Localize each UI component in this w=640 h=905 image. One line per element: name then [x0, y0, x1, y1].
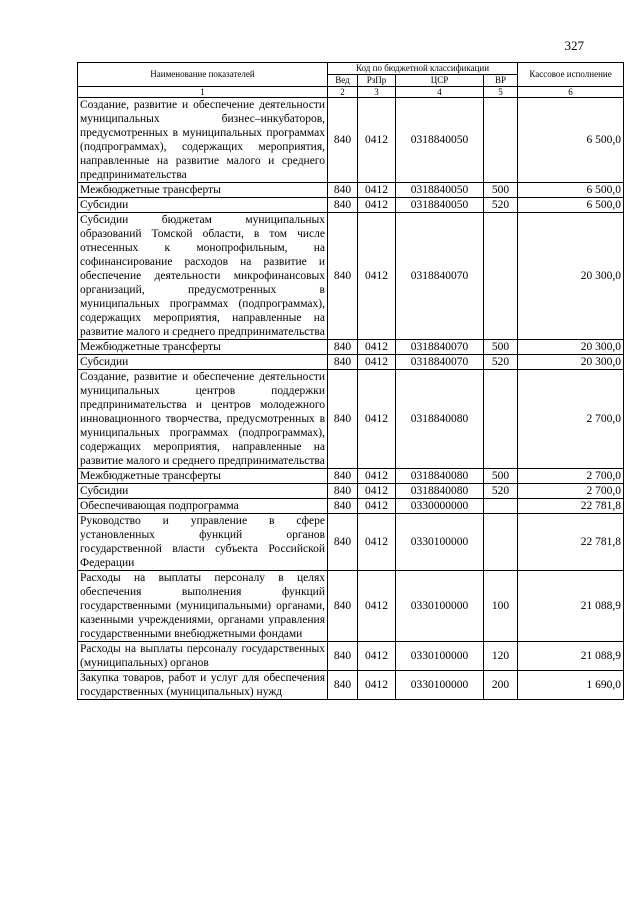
row-name: Субсидии бюджетам муниципальных образований Томской области, в том числе отнесенных к монопрофильным, на софинансирование расходов на развитие и обеспечение деятельности микрофинансовых организаций, предусмотренных в муниципальных программах (подпрограммах), содержащих мероприятия, направленные на развитие малого и среднего предпринимательства [78, 213, 328, 340]
row-rzpr: 0412 [358, 514, 396, 571]
row-amount: 20 300,0 [518, 355, 624, 370]
row-ved: 840 [328, 340, 358, 355]
row-ved: 840 [328, 642, 358, 671]
row-csr: 0318840080 [396, 469, 484, 484]
row-rzpr: 0412 [358, 340, 396, 355]
row-ved: 840 [328, 571, 358, 642]
page-number: 327 [564, 38, 584, 53]
row-ved: 840 [328, 183, 358, 198]
row-vr: 520 [484, 484, 518, 499]
row-amount: 2 700,0 [518, 370, 624, 469]
row-vr [484, 98, 518, 183]
row-rzpr: 0412 [358, 183, 396, 198]
row-rzpr: 0412 [358, 642, 396, 671]
budget-table [77, 62, 624, 700]
row-ved: 840 [328, 499, 358, 514]
column-number: 1 [78, 87, 328, 98]
row-ved: 840 [328, 98, 358, 183]
row-vr: 500 [484, 183, 518, 198]
row-csr: 0330100000 [396, 671, 484, 700]
row-amount: 21 088,9 [518, 571, 624, 642]
row-csr: 0330100000 [396, 642, 484, 671]
row-amount: 6 500,0 [518, 98, 624, 183]
table-row [78, 183, 624, 198]
row-name: Руководство и управление в сфере установленных функций органов государственной власти субъекта Российской Федерации [78, 514, 328, 571]
row-name: Межбюджетные трансферты [78, 469, 328, 484]
table-row [78, 213, 624, 340]
row-ved: 840 [328, 514, 358, 571]
row-amount: 1 690,0 [518, 671, 624, 700]
table-row [78, 469, 624, 484]
row-ved: 840 [328, 484, 358, 499]
row-rzpr: 0412 [358, 198, 396, 213]
row-rzpr: 0412 [358, 571, 396, 642]
row-rzpr: 0412 [358, 499, 396, 514]
row-csr: 0318840070 [396, 355, 484, 370]
header-ved: Вед [328, 75, 358, 87]
row-vr: 500 [484, 469, 518, 484]
row-vr: 520 [484, 355, 518, 370]
row-amount: 21 088,9 [518, 642, 624, 671]
table-body [78, 98, 624, 700]
row-amount: 22 781,8 [518, 499, 624, 514]
column-number: 2 [328, 87, 358, 98]
row-csr: 0318840070 [396, 213, 484, 340]
row-name: Создание, развитие и обеспечение деятельности муниципальных бизнес–инкубаторов, предусмотренных в муниципальных программах (подпрограммах), содержащих мероприятия, направленные на развитие малого и среднего предпринимательства [78, 98, 328, 183]
row-name: Межбюджетные трансферты [78, 183, 328, 198]
row-name: Создание, развитие и обеспечение деятельности муниципальных центров поддержки предпринимательства и центров молодежного инновационного творчества, предусмотренных в муниципальных программах (подпрограммах), содержащих мероприятия, направленные на развитие малого и среднего предпринимательства [78, 370, 328, 469]
header-rzpr: РзПр [358, 75, 396, 87]
row-rzpr: 0412 [358, 213, 396, 340]
header-code-group: Код по бюджетной классификации [328, 63, 518, 75]
row-amount: 20 300,0 [518, 213, 624, 340]
row-vr [484, 499, 518, 514]
table-row [78, 642, 624, 671]
header-row-1 [78, 63, 624, 75]
column-number: 6 [518, 87, 624, 98]
row-amount: 6 500,0 [518, 198, 624, 213]
row-rzpr: 0412 [358, 98, 396, 183]
table-row [78, 484, 624, 499]
table-row [78, 671, 624, 700]
column-number: 3 [358, 87, 396, 98]
row-vr [484, 213, 518, 340]
row-vr: 520 [484, 198, 518, 213]
row-rzpr: 0412 [358, 355, 396, 370]
table-row [78, 571, 624, 642]
row-rzpr: 0412 [358, 484, 396, 499]
row-amount: 2 700,0 [518, 469, 624, 484]
table-row [78, 98, 624, 183]
row-csr: 0330100000 [396, 514, 484, 571]
row-amount: 22 781,8 [518, 514, 624, 571]
row-csr: 0330000000 [396, 499, 484, 514]
row-csr: 0318840080 [396, 484, 484, 499]
row-name: Межбюджетные трансферты [78, 340, 328, 355]
row-ved: 840 [328, 355, 358, 370]
row-name: Расходы на выплаты персоналу в целях обеспечения выполнения функций государственными (муниципальными) органами, казенными учреждениями, органами управления государственными внебюджетными фондами [78, 571, 328, 642]
table-row [78, 355, 624, 370]
row-csr: 0318840050 [396, 183, 484, 198]
header-execution: Кассовое исполнение [518, 63, 624, 87]
row-name: Обеспечивающая подпрограмма [78, 499, 328, 514]
row-vr: 500 [484, 340, 518, 355]
column-number: 4 [396, 87, 484, 98]
row-csr: 0318840070 [396, 340, 484, 355]
row-vr: 100 [484, 571, 518, 642]
row-name: Субсидии [78, 355, 328, 370]
table-row [78, 370, 624, 469]
row-rzpr: 0412 [358, 671, 396, 700]
row-vr [484, 370, 518, 469]
row-vr [484, 514, 518, 571]
table-row [78, 198, 624, 213]
row-csr: 0318840080 [396, 370, 484, 469]
row-name: Субсидии [78, 198, 328, 213]
row-amount: 20 300,0 [518, 340, 624, 355]
row-ved: 840 [328, 213, 358, 340]
table-row [78, 340, 624, 355]
table-row [78, 499, 624, 514]
row-ved: 840 [328, 671, 358, 700]
row-csr: 0330100000 [396, 571, 484, 642]
row-amount: 2 700,0 [518, 484, 624, 499]
table-row [78, 514, 624, 571]
row-amount: 6 500,0 [518, 183, 624, 198]
row-rzpr: 0412 [358, 469, 396, 484]
header-vr: ВР [484, 75, 518, 87]
row-name: Закупка товаров, работ и услуг для обеспечения государственных (муниципальных) нужд [78, 671, 328, 700]
row-name: Субсидии [78, 484, 328, 499]
row-vr: 120 [484, 642, 518, 671]
row-csr: 0318840050 [396, 198, 484, 213]
column-number-row [78, 87, 624, 98]
header-name: Наименование показателей [78, 63, 328, 87]
row-rzpr: 0412 [358, 370, 396, 469]
row-ved: 840 [328, 469, 358, 484]
row-ved: 840 [328, 198, 358, 213]
row-vr: 200 [484, 671, 518, 700]
header-csr: ЦСР [396, 75, 484, 87]
column-number: 5 [484, 87, 518, 98]
row-name: Расходы на выплаты персоналу государственных (муниципальных) органов [78, 642, 328, 671]
row-ved: 840 [328, 370, 358, 469]
row-csr: 0318840050 [396, 98, 484, 183]
